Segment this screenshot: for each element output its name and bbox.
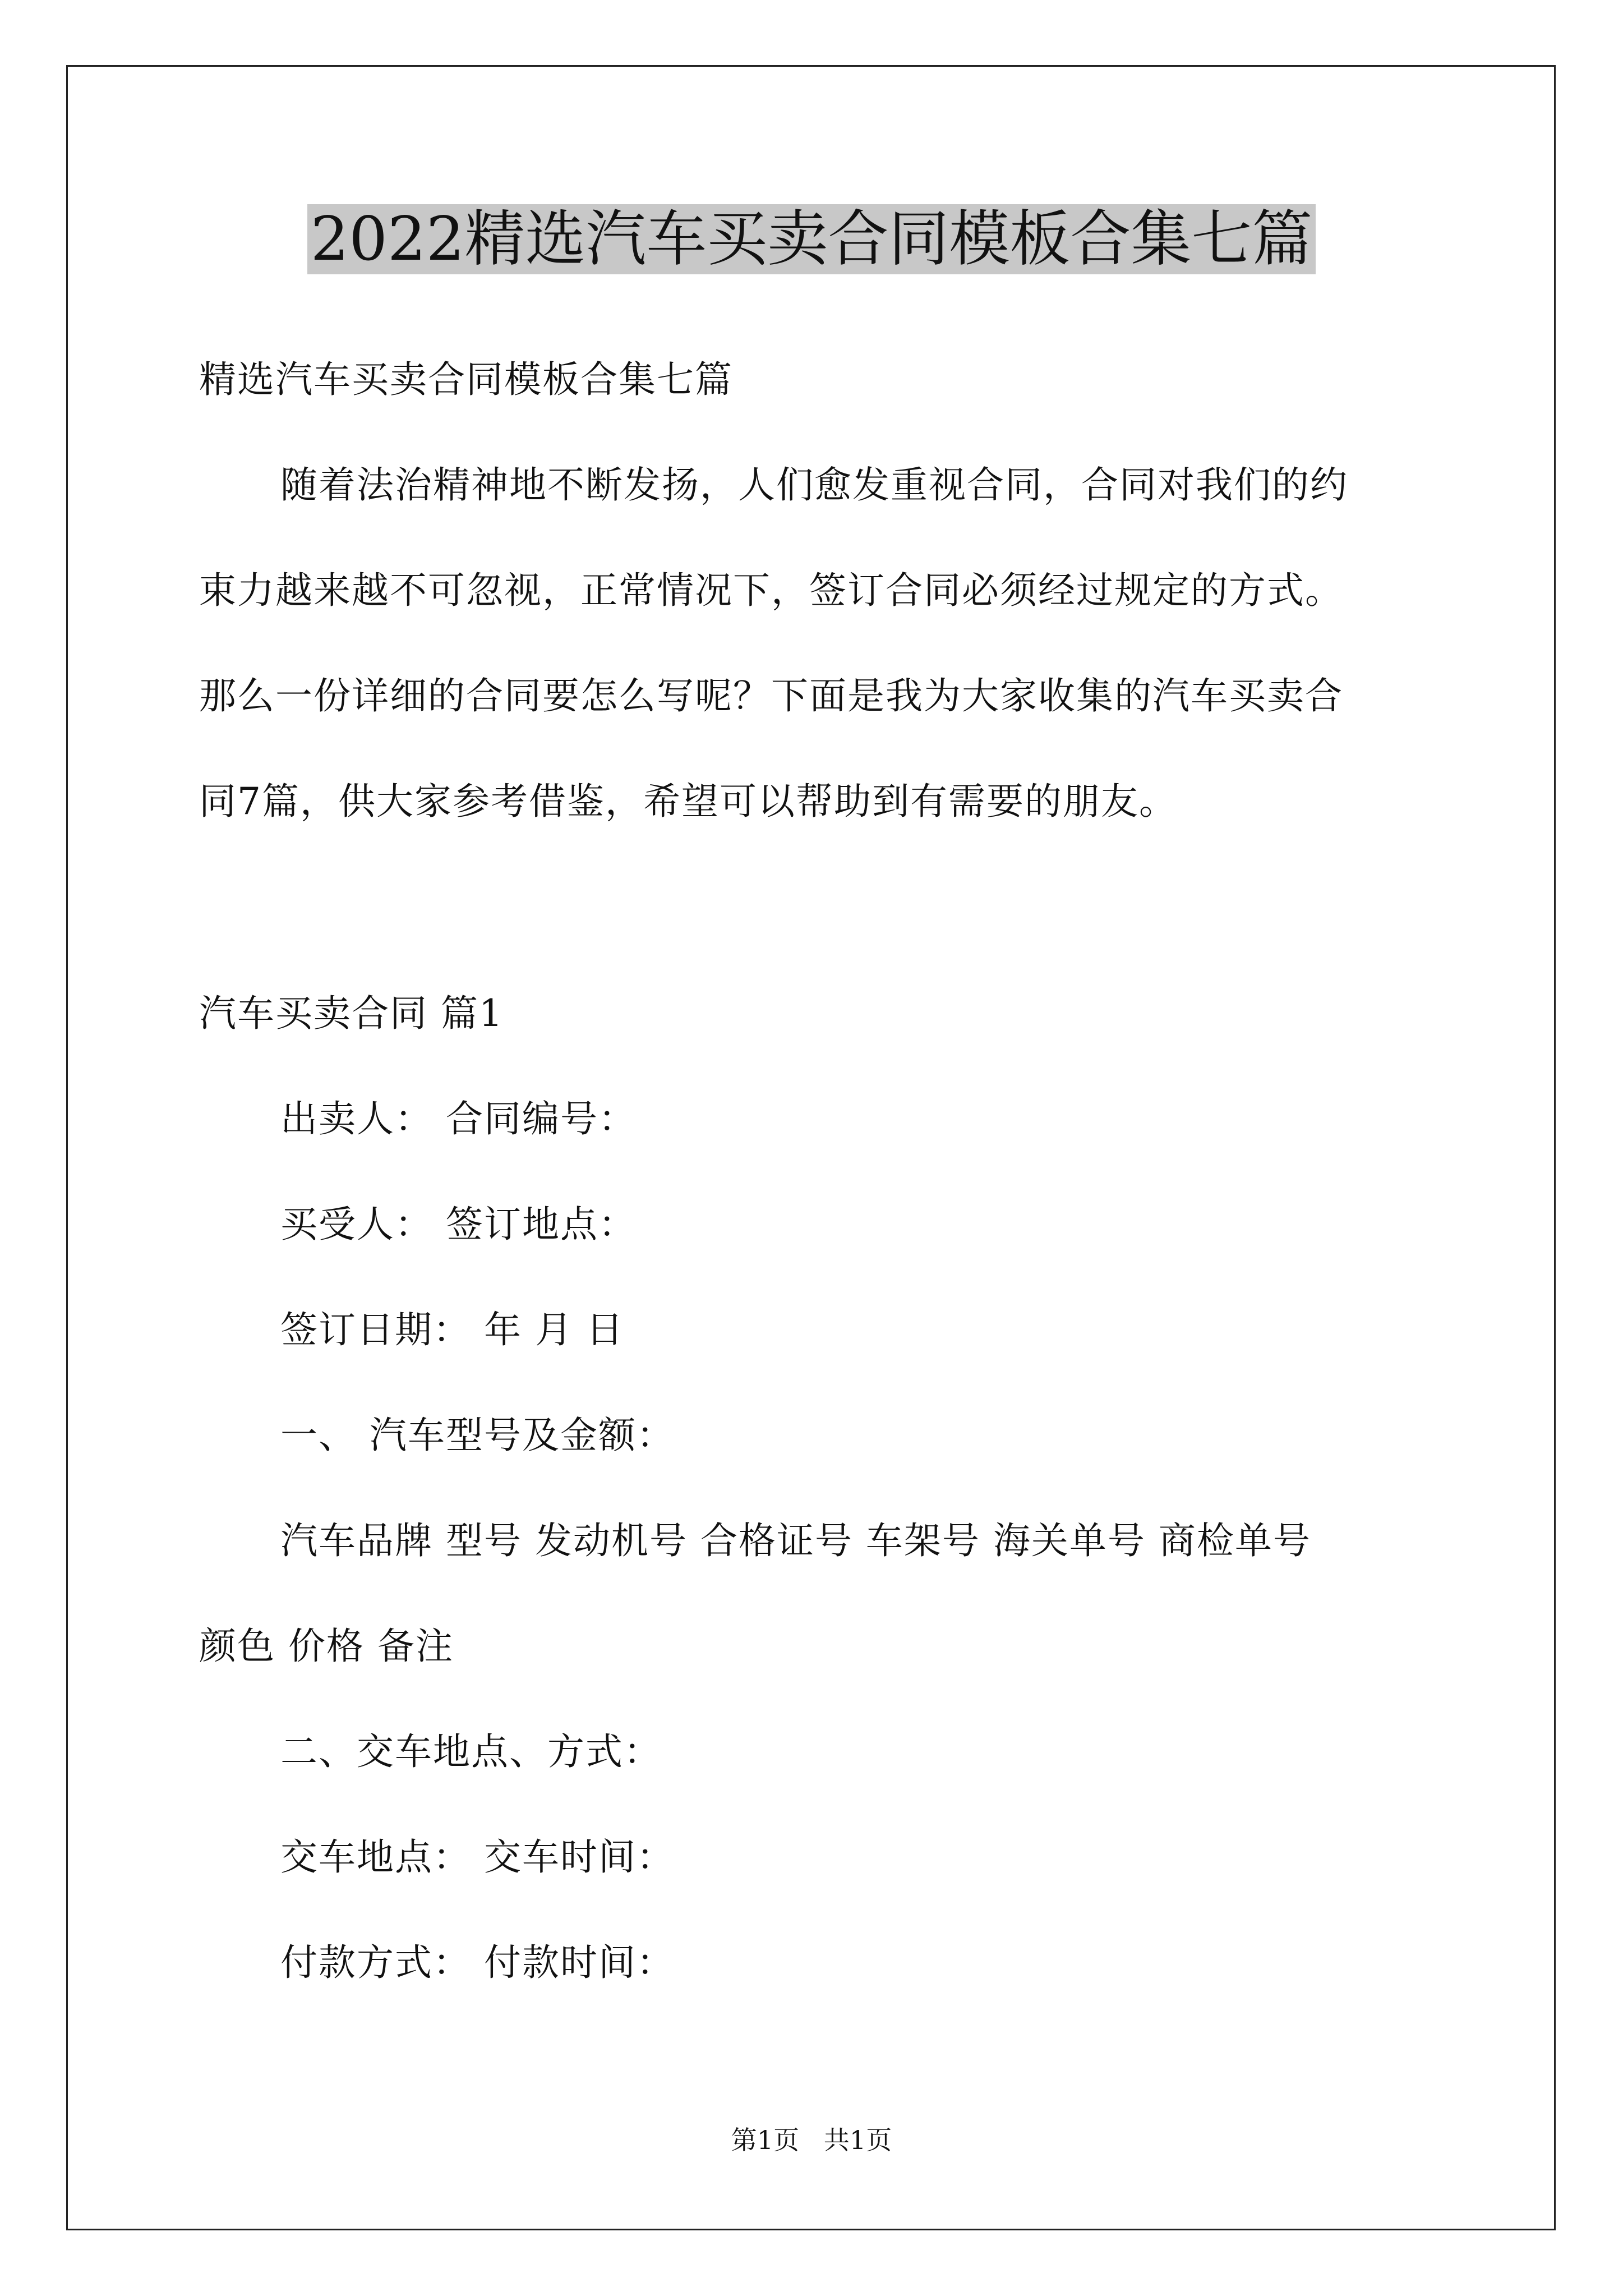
signing-date-line: 签订日期： 年 月 日 xyxy=(280,1308,624,1351)
section-heading: 汽车买卖合同 篇1 xyxy=(199,992,504,1035)
payment-line: 付款方式： 付款时间： xyxy=(280,1941,675,1984)
clause-1-heading: 一、 汽车型号及金额： xyxy=(280,1414,675,1457)
delivery-line: 交车地点： 交车时间： xyxy=(280,1835,675,1879)
intro-line-4: 同7篇，供大家参考借鉴，希望可以帮助到有需要的朋友。 xyxy=(199,780,1177,823)
intro-line-3: 那么一份详细的合同要怎么写呢？下面是我为大家收集的汽车买卖合 xyxy=(199,674,1343,717)
vehicle-fields-line-2: 颜色 价格 备注 xyxy=(199,1625,454,1668)
clause-2-heading: 二、交车地点、方式： xyxy=(280,1730,662,1773)
intro-line-1: 随着法治精神地不断发扬，人们愈发重视合同，合同对我们的约 xyxy=(280,463,1348,507)
seller-line: 出卖人： 合同编号： xyxy=(280,1097,637,1140)
vehicle-fields-line-1: 汽车品牌 型号 发动机号 合格证号 车架号 海关单号 商检单号 xyxy=(280,1519,1311,1562)
document-title-text: 2022精选汽车买卖合同模板合集七篇 xyxy=(307,204,1316,274)
document-subtitle: 精选汽车买卖合同模板合集七篇 xyxy=(199,358,733,401)
document-title xyxy=(0,197,1623,282)
page-footer: 第1页 共1页 xyxy=(731,2125,892,2155)
buyer-line: 买受人： 签订地点： xyxy=(280,1203,637,1246)
intro-line-2: 束力越来越不可忽视，正常情况下，签订合同必须经过规定的方式。 xyxy=(199,569,1343,612)
